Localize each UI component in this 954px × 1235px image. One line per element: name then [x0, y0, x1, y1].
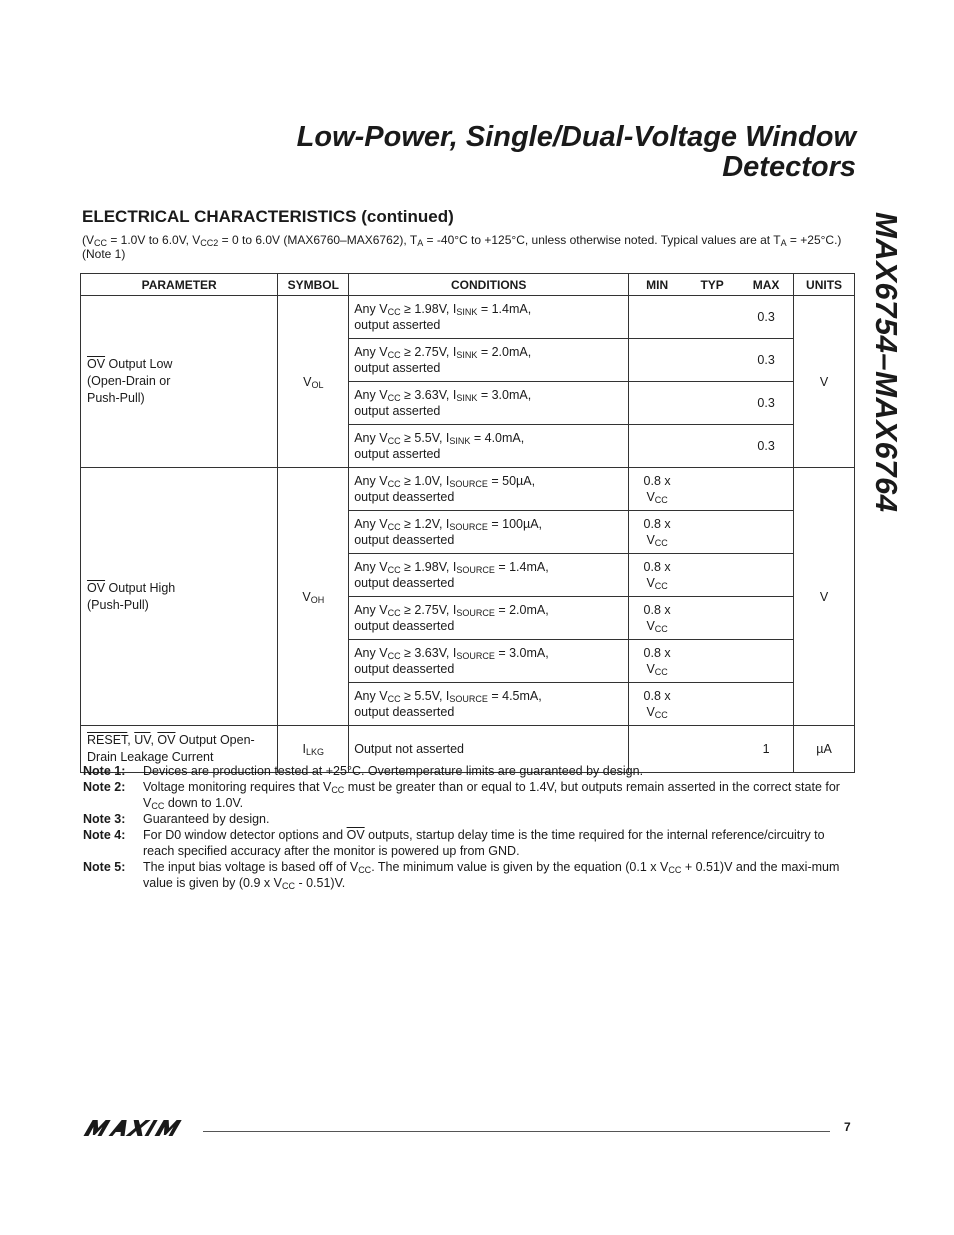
cond-sub: SOURCE — [449, 522, 488, 532]
note-text-part: outputs, startup delay time is the time required for the internal reference/circuitry to reach specified accuracy after the monitor is powered up from GND. — [143, 828, 825, 858]
cond-text: output deasserted — [354, 619, 455, 633]
min-text: 0.8 x — [643, 646, 671, 660]
cond-text: Any V — [354, 388, 388, 402]
param-ov-output-high — [81, 468, 278, 726]
note-label: Note 3: — [83, 812, 126, 826]
min-value — [629, 688, 685, 720]
units-cell: V — [794, 468, 855, 726]
col-header-symbol: SYMBOL — [278, 274, 349, 296]
note-sub: CC — [151, 801, 165, 811]
param-text: Output Low — [105, 357, 173, 371]
units-cell: V — [794, 296, 855, 468]
note-2 — [83, 779, 853, 811]
condition-cell — [349, 597, 629, 640]
cond-text: ≥ 1.98V, I — [400, 302, 457, 316]
min-value — [629, 352, 685, 368]
condition-cell — [349, 511, 629, 554]
note-text-part: For D0 window detector options and — [143, 828, 347, 842]
min-sub: CC — [654, 581, 668, 591]
col-header-typ: TYP — [700, 277, 724, 292]
note-sub: CC — [281, 881, 295, 891]
condition-cell — [349, 382, 629, 425]
min-value — [629, 309, 685, 325]
condition-cell — [349, 339, 629, 382]
cond-text: Any V — [354, 646, 388, 660]
note-text — [143, 859, 853, 891]
page-title-line2: Detectors — [722, 151, 856, 183]
cond-sub: CC — [387, 608, 401, 618]
cond-text: output deasserted — [354, 533, 455, 547]
param-text: Drain Leakage Current — [87, 750, 214, 764]
symbol-text: I — [302, 742, 306, 756]
min-text: 0.8 x — [643, 560, 671, 574]
cond-text: = 0 to 6.0V (MAX6760–MAX6762), T — [218, 233, 418, 247]
value-cell — [629, 382, 794, 425]
note-text-part: Voltage monitoring requires that V — [143, 780, 332, 794]
cond-text: ≥ 1.98V, I — [400, 560, 457, 574]
cond-text: output asserted — [354, 318, 441, 332]
cond-text: = 3.0mA, — [494, 646, 549, 660]
value-cell — [629, 296, 794, 339]
cond-text: Any V — [354, 431, 388, 445]
typ-value — [685, 309, 739, 325]
note-text-part: down to 1.0V. — [164, 796, 244, 810]
note-label: Note 1: — [83, 764, 126, 778]
note-text-part: The input bias voltage is based off of V — [143, 860, 359, 874]
cond-sub: CC2 — [200, 238, 219, 248]
cond-text: output deasserted — [354, 576, 455, 590]
note-1 — [83, 763, 853, 779]
cond-text: output deasserted — [354, 705, 455, 719]
cond-text: output deasserted — [354, 490, 455, 504]
col-header-max: MAX — [752, 277, 780, 292]
symbol-sub: LKG — [306, 747, 325, 757]
cond-text: = 1.4mA, — [494, 560, 549, 574]
min-text: V — [646, 619, 655, 633]
cond-text: Any V — [354, 517, 388, 531]
value-cell — [629, 683, 794, 726]
symbol-text: V — [302, 589, 311, 604]
cond-sub: SOURCE — [449, 479, 488, 489]
cond-text: ≥ 5.5V, I — [400, 431, 450, 445]
min-sub: CC — [654, 624, 668, 634]
param-text: , — [127, 733, 135, 747]
note-5 — [83, 859, 853, 891]
min-sub: CC — [654, 495, 668, 505]
typ-value — [685, 352, 739, 368]
note-text-part: - 0.51)V. — [294, 876, 346, 890]
cond-sub: CC — [387, 436, 401, 446]
min-value — [629, 602, 685, 634]
cond-sub: CC — [387, 350, 401, 360]
test-conditions — [82, 233, 857, 261]
cond-sub: SINK — [449, 436, 471, 446]
note-4 — [83, 827, 853, 859]
cond-text: = 4.0mA, — [470, 431, 525, 445]
footer-rule — [203, 1131, 830, 1132]
maxim-logo-mark — [83, 1119, 191, 1137]
cond-sub: CC — [387, 694, 401, 704]
cond-text: = 2.0mA, — [477, 345, 532, 359]
cond-text: = 1.4mA, — [477, 302, 532, 316]
cond-text: = -40°C to +125°C, unless otherwise noted. Typical values are at T — [423, 233, 781, 247]
min-text: V — [646, 705, 655, 719]
cond-sub: SOURCE — [456, 651, 495, 661]
cond-text: = 100µA, — [487, 517, 543, 531]
maxim-logo — [83, 1119, 191, 1142]
cond-text: = 4.5mA, — [487, 689, 542, 703]
min-value — [629, 473, 685, 505]
note-text — [143, 827, 853, 859]
cond-text: = 50µA, — [487, 474, 536, 488]
symbol-sub: OL — [311, 379, 324, 390]
min-text: V — [646, 490, 655, 504]
cond-text: output asserted — [354, 361, 441, 375]
min-text: 0.8 x — [643, 603, 671, 617]
note-text: Devices are production tested at +25°C. Overtemperature limits are guaranteed by design. — [143, 764, 644, 778]
cond-text: ≥ 5.5V, I — [400, 689, 450, 703]
cond-sub: SOURCE — [456, 565, 495, 575]
min-value — [629, 559, 685, 591]
symbol-vol — [278, 296, 349, 468]
value-cell — [629, 339, 794, 382]
note-sub: CC — [331, 785, 345, 795]
symbol-voh — [278, 468, 349, 726]
col-header-units: UNITS — [794, 274, 855, 296]
param-ov-output-low — [81, 296, 278, 468]
table-row — [81, 468, 855, 511]
cond-text: Any V — [354, 603, 388, 617]
value-cell — [629, 511, 794, 554]
overbar-signal: $\overline{OV}$ — [87, 357, 106, 371]
max-value: 0.3 — [757, 353, 775, 367]
min-text: 0.8 x — [643, 474, 671, 488]
param-text: (Push-Pull) — [87, 597, 149, 612]
cond-text: ≥ 2.75V, I — [400, 345, 457, 359]
note-sub: CC — [358, 865, 372, 875]
max-value: 0.3 — [757, 310, 775, 324]
condition-cell — [349, 683, 629, 726]
value-cell — [629, 597, 794, 640]
cond-sub: CC — [387, 522, 401, 532]
cond-text: Any V — [354, 560, 388, 574]
cond-sub: SINK — [456, 307, 478, 317]
param-text: Output High — [105, 580, 176, 595]
min-sub: CC — [654, 667, 668, 677]
note-text — [143, 779, 853, 811]
cond-sub: CC — [387, 479, 401, 489]
param-text: Push-Pull) — [87, 391, 145, 405]
min-value — [629, 395, 685, 411]
cond-text: Any V — [354, 474, 388, 488]
col-header-min: MIN — [646, 277, 669, 292]
cond-text: output deasserted — [354, 662, 455, 676]
page-title-line1: Low-Power, Single/Dual-Voltage Window — [296, 121, 856, 153]
note-text-part: + 0.51)V and the maxi-mum value is given by (0.9 x V — [143, 860, 840, 890]
value-cell — [629, 468, 794, 511]
cond-text: = +25°C.) (Note 1) — [82, 233, 842, 261]
max-value: 1 — [762, 742, 770, 756]
note-text-part: must be greater than or equal to 1.4V, but outputs remain asserted in the correct state for V — [143, 780, 840, 810]
symbol-sub: OH — [310, 594, 325, 605]
note-label: Note 5: — [83, 860, 126, 874]
side-part-number: MAX6754–MAX6764 — [869, 212, 904, 513]
cond-sub: A — [417, 238, 424, 248]
cond-text: (V — [82, 233, 94, 247]
cond-text: ≥ 3.63V, I — [400, 646, 457, 660]
units-cell: µA — [794, 726, 855, 773]
value-cell — [629, 554, 794, 597]
cond-sub: SOURCE — [456, 608, 495, 618]
note-3 — [83, 811, 853, 827]
table-header-row — [81, 274, 855, 296]
cond-sub: CC — [387, 651, 401, 661]
min-text: V — [646, 662, 655, 676]
typ-value — [685, 741, 739, 757]
notes-section — [83, 763, 853, 891]
cond-text: output asserted — [354, 447, 441, 461]
cond-text: Any V — [354, 302, 388, 316]
cond-text: output asserted — [354, 404, 441, 418]
cond-sub: CC — [94, 238, 107, 248]
cond-sub: CC — [387, 565, 401, 575]
cond-text: ≥ 2.75V, I — [400, 603, 457, 617]
col-header-min-typ-max — [629, 274, 794, 296]
min-value — [629, 516, 685, 548]
condition-cell — [349, 640, 629, 683]
note-label: Note 4: — [83, 828, 126, 842]
param-text: , — [150, 733, 158, 747]
typ-value — [685, 438, 739, 454]
note-sub: CC — [668, 865, 682, 875]
cond-text: Any V — [354, 345, 388, 359]
condition-cell — [349, 425, 629, 468]
cond-sub: SINK — [456, 350, 478, 360]
min-sub: CC — [654, 538, 668, 548]
col-header-conditions: CONDITIONS — [349, 274, 629, 296]
cond-text: = 2.0mA, — [494, 603, 549, 617]
cond-sub: SOURCE — [449, 694, 488, 704]
min-value — [629, 645, 685, 677]
min-value — [629, 438, 685, 454]
cond-sub: A — [780, 238, 787, 248]
note-label: Note 2: — [83, 780, 126, 794]
cond-text: ≥ 1.0V, I — [400, 474, 450, 488]
page-title — [297, 122, 856, 182]
cond-text: = 1.0V to 6.0V, V — [107, 233, 201, 247]
overbar-signal: $\overline{OV}$ — [87, 580, 106, 595]
min-sub: CC — [654, 710, 668, 720]
typ-value — [685, 395, 739, 411]
page-number: 7 — [844, 1120, 851, 1134]
cond-sub: CC — [387, 393, 401, 403]
overbar-signal: $\overline{OV}$ — [157, 733, 176, 747]
overbar-signal: RESET — [87, 733, 128, 747]
col-header-parameter: PARAMETER — [81, 274, 278, 296]
condition-cell — [349, 554, 629, 597]
cond-text: ≥ 3.63V, I — [400, 388, 457, 402]
electrical-characteristics-table — [80, 273, 855, 773]
section-heading: ELECTRICAL CHARACTERISTICS (continued) — [82, 207, 454, 226]
param-text: Output Open- — [175, 733, 255, 747]
value-cell — [629, 425, 794, 468]
overbar-signal: $\overline{OV}$ — [346, 828, 365, 842]
condition-cell: Output not asserted — [349, 726, 629, 773]
min-value — [629, 741, 685, 757]
min-text: 0.8 x — [643, 689, 671, 703]
param-text: (Open-Drain or — [87, 374, 171, 388]
cond-text: = 3.0mA, — [477, 388, 532, 402]
max-value: 0.3 — [757, 439, 775, 453]
max-value: 0.3 — [757, 396, 775, 410]
cond-sub: CC — [387, 307, 401, 317]
cond-text: ≥ 1.2V, I — [400, 517, 450, 531]
cond-sub: SINK — [456, 393, 478, 403]
value-cell — [629, 640, 794, 683]
condition-cell — [349, 296, 629, 339]
min-text: V — [646, 576, 655, 590]
cond-text: Any V — [354, 689, 388, 703]
note-text: Guaranteed by design. — [143, 812, 270, 826]
condition-cell — [349, 468, 629, 511]
min-text: 0.8 x — [643, 517, 671, 531]
overbar-signal: $\overline{UV}$ — [134, 733, 151, 747]
table-row — [81, 296, 855, 339]
symbol-text: V — [303, 374, 312, 389]
min-text: V — [646, 533, 655, 547]
note-text-part: . The minimum value is given by the equation (0.1 x V — [371, 860, 669, 874]
